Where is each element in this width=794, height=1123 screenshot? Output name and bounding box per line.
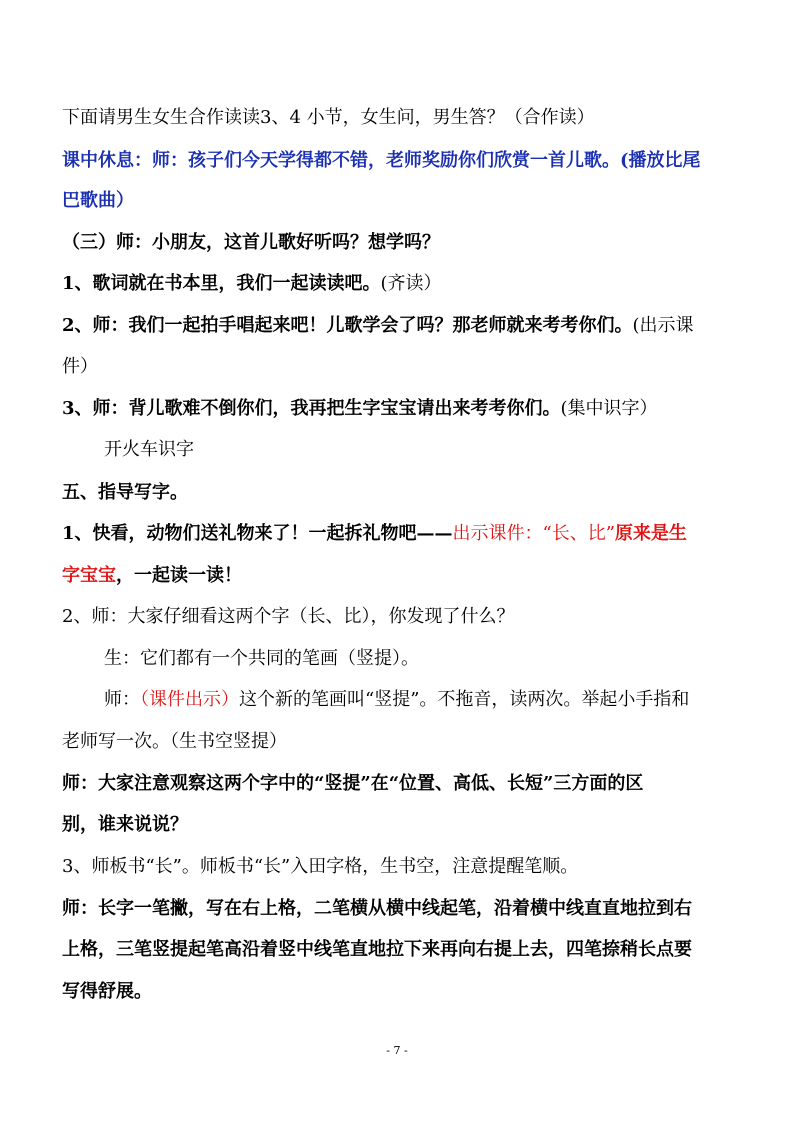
- line-text: 件）: [62, 356, 98, 377]
- line-text: 老师写一次。（生书空竖提）: [62, 731, 287, 752]
- text-line: [62, 522, 687, 546]
- text-line: [62, 897, 692, 921]
- line-text: 生：它们都有一个共同的笔画（竖提）。: [104, 648, 419, 669]
- line-text: 师：: [104, 689, 140, 710]
- section-heading: [62, 481, 188, 505]
- line-text: 五、指导写字。: [62, 482, 188, 503]
- text-line: [62, 564, 242, 588]
- line-text: ，一起读一读！: [116, 565, 242, 586]
- text-line: [62, 231, 440, 255]
- line-text: 原来是生: [614, 523, 687, 544]
- line-text: 这个新的笔画叫“竖提”。不拖音，读两次。举起小手指和: [239, 689, 690, 710]
- text-line: [62, 813, 188, 837]
- line-text: 巴歌曲）: [62, 190, 134, 211]
- line-text: 别，谁来说说？: [62, 814, 188, 835]
- text-line: [104, 688, 689, 712]
- text-line: [62, 772, 643, 796]
- line-text: 下面请男生女生合作读读3、4 小节，女生问，男生答？（合作读）: [62, 107, 595, 128]
- text-line: [62, 106, 595, 130]
- text-line: [62, 149, 701, 173]
- text-line: [62, 314, 694, 338]
- text-line: [104, 647, 419, 671]
- text-line: [62, 397, 658, 421]
- line-text: 师：长字一笔撇，写在右上格，二笔横从横中线起笔，沿着横中线直直地拉到右: [62, 898, 692, 919]
- line-text: 课中休息：师：孩子们今天学得都不错，老师奖励你们欣赏一首儿歌。(播放比尾: [62, 150, 701, 171]
- line-text: 出示课件：“长、比”: [452, 523, 615, 544]
- text-line: [62, 980, 152, 1004]
- text-line: [62, 272, 442, 296]
- page-number: - 7 -: [386, 1044, 408, 1057]
- line-text: 师：大家注意观察这两个字中的“竖提”在“位置、高低、长短”三方面的区: [62, 773, 644, 794]
- line-text: 字宝宝: [62, 565, 116, 586]
- text-line: [62, 605, 514, 629]
- line-text: 上格，三笔竖提起笔高沿着竖中线笔直地拉下来再向右提上去，四笔捺稍长点要: [62, 939, 692, 960]
- text-line: [62, 855, 578, 879]
- text-line: [62, 355, 98, 379]
- line-text: 2、师：大家仔细看这两个字（长、比），你发现了什么？: [62, 606, 515, 627]
- text-line: [104, 438, 194, 462]
- text-line: [62, 730, 287, 754]
- line-text: (齐读）: [380, 273, 442, 294]
- line-text: 3、师板书“长”。师板书“长”入田字格，生书空，注意提醒笔顺。: [62, 856, 579, 877]
- line-text: （三）师：小朋友，这首儿歌好听吗？想学吗？: [62, 232, 440, 253]
- line-text: 1、歌词就在书本里，我们一起读读吧。: [62, 273, 381, 294]
- text-line: [62, 938, 692, 962]
- line-text: 2、师：我们一起拍手唱起来吧！儿歌学会了吗？那老师就来考考你们。: [62, 315, 633, 336]
- line-text: 写得舒展。: [62, 981, 152, 1002]
- line-text: (出示课: [632, 315, 694, 336]
- line-text: （课件出示）: [140, 689, 239, 710]
- line-text: 3、师：背儿歌难不倒你们，我再把生字宝宝请出来考考你们。: [62, 398, 561, 419]
- line-text: (集中识字）: [560, 398, 658, 419]
- line-text: 1、快看，动物们送礼物来了！一起拆礼物吧——: [62, 523, 453, 544]
- text-line: [62, 189, 134, 213]
- line-text: 开火车识字: [104, 439, 194, 460]
